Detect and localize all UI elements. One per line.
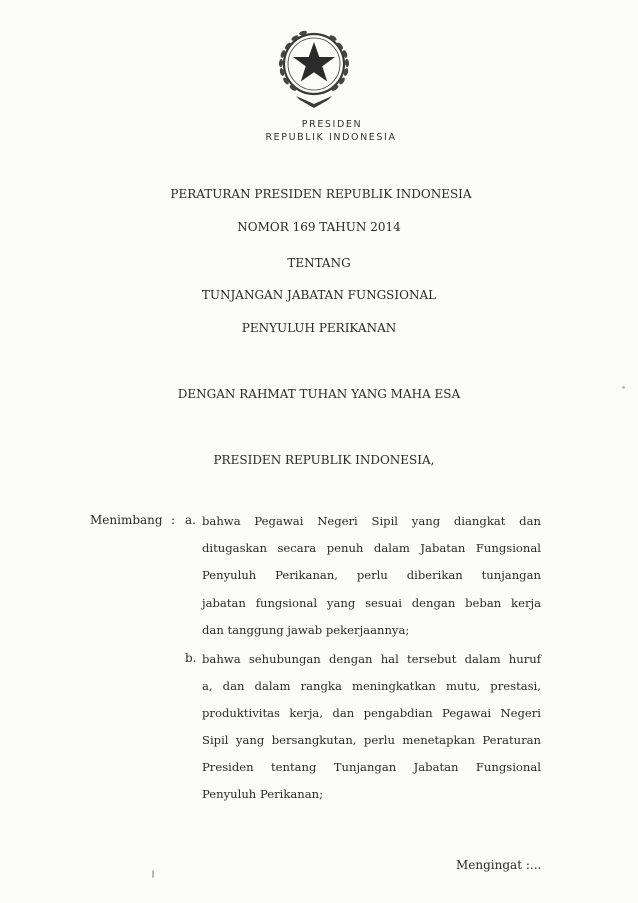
item-a-line: bahwa Pegawai Negeri Sipil yang diangkat dan xyxy=(202,514,541,528)
regulation-about: TENTANG xyxy=(287,256,351,270)
regulation-title: PERATURAN PRESIDEN REPUBLIK INDONESIA xyxy=(170,187,472,201)
item-marker-b: b. xyxy=(185,651,197,665)
item-marker-a: a. xyxy=(185,513,196,527)
regulation-number: NOMOR 169 TAHUN 2014 xyxy=(237,220,401,234)
menimbang-label: Menimbang xyxy=(90,513,163,527)
item-b-line: Presiden tentang Tunjangan Jabatan Fungsional xyxy=(202,760,541,774)
invocation: DENGAN RAHMAT TUHAN YANG MAHA ESA xyxy=(177,387,461,401)
scan-speck xyxy=(622,386,625,389)
institution-line2: REPUBLIK INDONESIA xyxy=(265,132,397,143)
item-a-line: Penyuluh Perikanan, perlu diberikan tunjangan xyxy=(202,568,541,582)
item-a-line: jabatan fungsional yang sesuai dengan beban kerja xyxy=(202,596,541,610)
regulation-subject-line2: PENYULUH PERIKANAN xyxy=(241,321,397,335)
continuation-note: Mengingat :... xyxy=(456,858,542,872)
item-a-line: ditugaskan secara penuh dalam Jabatan Fungsional xyxy=(202,541,541,555)
regulation-subject-line1: TUNJANGAN JABATAN FUNGSIONAL xyxy=(201,288,437,302)
presidential-emblem-icon xyxy=(266,20,362,112)
scan-speck xyxy=(152,870,154,878)
item-b-line: Sipil yang bersangkutan, perlu menetapkan Peraturan xyxy=(202,733,541,747)
institution-line1: PRESIDEN xyxy=(301,119,363,130)
item-b-line: Penyuluh Perikanan; xyxy=(202,787,324,801)
item-b-line: produktivitas kerja, dan pengabdian Pegawai Negeri xyxy=(202,706,541,720)
menimbang-colon: : xyxy=(171,513,176,527)
item-a-line: dan tanggung jawab pekerjaannya; xyxy=(202,623,410,637)
item-b-line: a, dan dalam rangka meningkatkan mutu, prestasi, xyxy=(202,679,541,693)
authority-line: PRESIDEN REPUBLIK INDONESIA, xyxy=(213,453,435,467)
item-b-line: bahwa sehubungan dengan hal tersebut dalam huruf xyxy=(202,652,541,666)
